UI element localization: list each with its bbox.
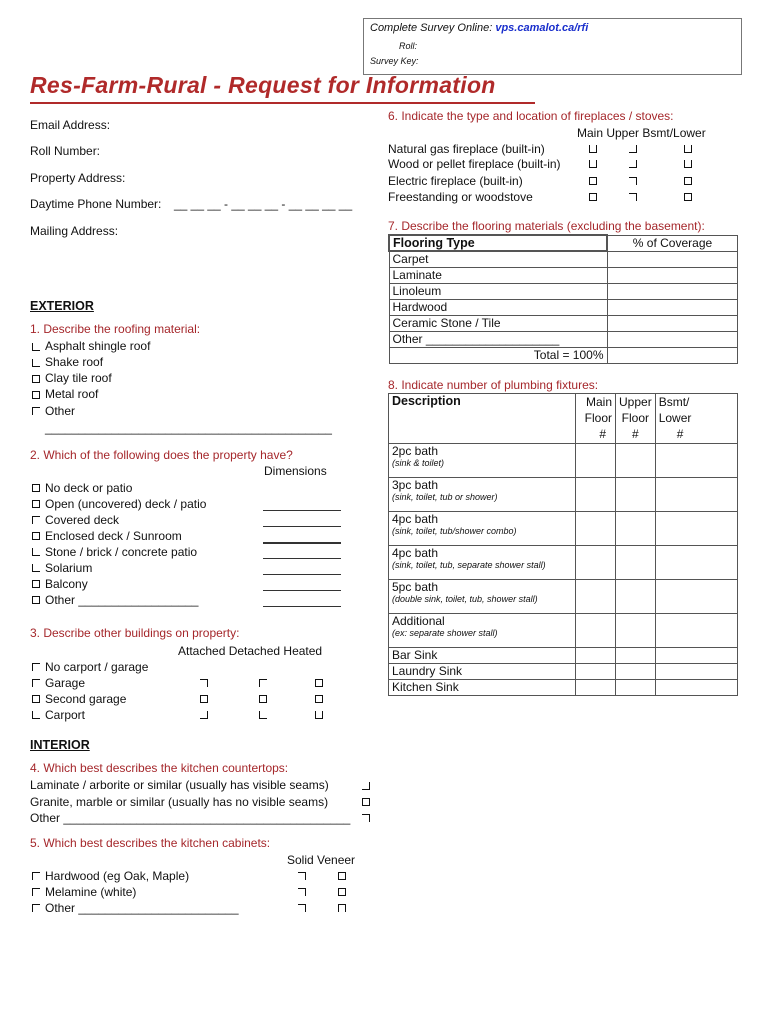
- deck-option: Stone / brick / concrete patio: [45, 545, 198, 559]
- deck-option: No deck or patio: [45, 481, 133, 495]
- checkbox-clay[interactable]: [32, 375, 40, 383]
- q1-roofing: 1. Describe the roofing material:: [30, 322, 201, 336]
- count-cell[interactable]: [576, 478, 616, 512]
- checkbox-second-detached[interactable]: [259, 695, 267, 703]
- deck-option: Solarium: [45, 561, 93, 575]
- checkbox-bldg-0[interactable]: [32, 663, 40, 671]
- roof-option: Asphalt shingle roof: [45, 339, 151, 353]
- checkbox-second-heated[interactable]: [315, 695, 323, 703]
- counter-option: Granite, marble or similar (usually has no visible seams): [30, 795, 329, 809]
- coverage-cell[interactable]: [607, 331, 738, 347]
- checkbox-fp-3-bsmt[interactable]: [684, 193, 692, 201]
- coverage-cell[interactable]: [607, 315, 738, 331]
- coverage-cell[interactable]: [607, 283, 738, 299]
- total-label: Total = 100%: [389, 347, 607, 363]
- checkbox-fp-1-main[interactable]: [589, 160, 597, 168]
- checkbox-deck-6[interactable]: [32, 580, 40, 588]
- property-address-label: Property Address:: [30, 171, 126, 185]
- q4-countertops: 4. Which best describes the kitchen countertops:: [30, 761, 289, 775]
- checkbox-carport-attached[interactable]: [200, 711, 208, 719]
- q5-cabinets: 5. Which best describes the kitchen cabinets:: [30, 836, 271, 850]
- buildings-columns: Attached Detached Heated: [178, 644, 323, 658]
- count-cell[interactable]: [616, 614, 656, 648]
- bldg-option: Garage: [45, 676, 86, 690]
- checkbox-cab-0[interactable]: [32, 872, 40, 880]
- checkbox-counter-2[interactable]: [362, 814, 370, 822]
- count-cell[interactable]: [576, 648, 616, 664]
- plumbing-row: Additional (ex: separate shower stall): [389, 614, 576, 648]
- checkbox-fp-2-bsmt[interactable]: [684, 177, 692, 185]
- checkbox-deck-5[interactable]: [32, 564, 40, 572]
- flooring-type-header: Flooring Type: [389, 235, 607, 251]
- checkbox-cab-1[interactable]: [32, 888, 40, 896]
- counter-option: Other ___________________________________________: [30, 811, 351, 825]
- flooring-row: Hardwood: [389, 299, 607, 315]
- checkbox-bldg-2[interactable]: [32, 695, 40, 703]
- roof-option: Clay tile roof: [45, 371, 112, 385]
- coverage-cell[interactable]: [607, 251, 738, 267]
- count-cell[interactable]: [655, 478, 737, 512]
- cab-option: Melamine (white): [45, 885, 137, 899]
- checkbox-asphalt[interactable]: [32, 343, 40, 351]
- daytime-phone-label: Daytime Phone Number:: [30, 197, 162, 211]
- survey-url-link[interactable]: vps.camalot.ca/rfi: [495, 22, 589, 34]
- upper-header: Upper Floor #: [616, 394, 656, 444]
- checkbox-other-veneer[interactable]: [338, 904, 346, 912]
- deck-option: Open (uncovered) deck / patio: [45, 497, 207, 511]
- flooring-row: Other ____________________: [389, 331, 607, 347]
- dimension-line[interactable]: [263, 526, 341, 527]
- main-floor-header: Main Floor #: [576, 394, 616, 444]
- checkbox-roof-other[interactable]: [32, 407, 40, 415]
- checkbox-carport-detached[interactable]: [259, 711, 267, 719]
- flooring-row: Ceramic Stone / Tile: [389, 315, 607, 331]
- count-cell[interactable]: [616, 512, 656, 546]
- checkbox-fp-2-upper[interactable]: [629, 177, 637, 185]
- q3-buildings: 3. Describe other buildings on property:: [30, 626, 240, 640]
- plumbing-row: Kitchen Sink: [389, 680, 576, 696]
- count-cell[interactable]: [616, 546, 656, 580]
- interior-heading: INTERIOR: [30, 738, 90, 752]
- checkbox-hardwood-solid[interactable]: [298, 872, 306, 880]
- fireplace-columns: Main Upper Bsmt/Lower: [577, 126, 706, 140]
- counter-option: Laminate / arborite or similar (usually has visible seams): [30, 778, 329, 792]
- deck-option: Other __________________: [45, 593, 199, 607]
- total-cell[interactable]: [607, 347, 738, 363]
- checkbox-counter-1[interactable]: [362, 798, 370, 806]
- checkbox-fp-0-upper[interactable]: [629, 145, 637, 153]
- count-cell[interactable]: [616, 648, 656, 664]
- coverage-cell[interactable]: [607, 267, 738, 283]
- plumbing-row: Laundry Sink: [389, 664, 576, 680]
- checkbox-other-solid[interactable]: [298, 904, 306, 912]
- page-title: Res-Farm-Rural - Request for Information: [30, 72, 496, 98]
- checkbox-garage-detached[interactable]: [259, 679, 267, 687]
- count-cell[interactable]: [616, 478, 656, 512]
- plumbing-row: Bar Sink: [389, 648, 576, 664]
- checkbox-deck-7[interactable]: [32, 596, 40, 604]
- checkbox-bldg-1[interactable]: [32, 679, 40, 687]
- checkbox-melamine-veneer[interactable]: [338, 888, 346, 896]
- deck-option: Enclosed deck / Sunroom: [45, 529, 182, 543]
- cab-option: Other ________________________: [45, 901, 239, 915]
- email-label: Email Address:: [30, 118, 111, 132]
- checkbox-deck-2[interactable]: [32, 516, 40, 524]
- count-cell[interactable]: [655, 580, 737, 614]
- phone-field[interactable]: __ __ __ - __ __ __ - __ __ __ __: [174, 197, 353, 211]
- flooring-row: Linoleum: [389, 283, 607, 299]
- count-cell[interactable]: [655, 444, 737, 478]
- q6-fireplaces: 6. Indicate the type and location of fireplaces / stoves:: [388, 109, 674, 123]
- checkbox-counter-0[interactable]: [362, 782, 370, 790]
- plumbing-row: 4pc bath (sink, toilet, tub/shower combo): [389, 512, 576, 546]
- bldg-option: No carport / garage: [45, 660, 149, 674]
- count-cell[interactable]: [576, 664, 616, 680]
- dimension-line[interactable]: [263, 574, 341, 575]
- cab-option: Hardwood (eg Oak, Maple): [45, 869, 190, 883]
- mailing-address-label: Mailing Address:: [30, 224, 119, 238]
- dimension-line[interactable]: [263, 606, 341, 607]
- bsmt-lower-header: Bsmt/ Lower #: [655, 394, 737, 444]
- roof-other-line[interactable]: ___________________________________________: [45, 421, 332, 435]
- flooring-row: Carpet: [389, 251, 607, 267]
- dimension-line[interactable]: [263, 510, 341, 511]
- coverage-cell[interactable]: [607, 299, 738, 315]
- fireplace-row: Natural gas fireplace (built-in): [388, 142, 545, 156]
- survey-key-label: Survey Key:: [370, 56, 419, 66]
- count-cell[interactable]: [616, 664, 656, 680]
- fireplace-row: Electric fireplace (built-in): [388, 174, 523, 188]
- roll-label: Roll:: [399, 41, 418, 51]
- checkbox-fp-1-upper[interactable]: [629, 160, 637, 168]
- checkbox-deck-4[interactable]: [32, 548, 40, 556]
- survey-info-box: [363, 18, 742, 75]
- roll-number-label: Roll Number:: [30, 144, 101, 158]
- description-header: Description: [389, 394, 576, 444]
- dimension-line[interactable]: [263, 542, 341, 544]
- plumbing-row: 4pc bath (sink, toilet, tub, separate shower stall): [389, 546, 576, 580]
- checkbox-shake[interactable]: [32, 359, 40, 367]
- count-cell[interactable]: [576, 680, 616, 696]
- count-cell[interactable]: [576, 444, 616, 478]
- checkbox-fp-0-main[interactable]: [589, 145, 597, 153]
- dimension-line[interactable]: [263, 590, 341, 591]
- dimensions-label: Dimensions: [264, 464, 327, 478]
- flooring-row: Laminate: [389, 267, 607, 283]
- dimension-line[interactable]: [263, 558, 341, 559]
- checkbox-deck-0[interactable]: [32, 484, 40, 492]
- checkbox-carport-heated[interactable]: [315, 711, 323, 719]
- count-cell[interactable]: [655, 664, 737, 680]
- bldg-option: Second garage: [45, 692, 127, 706]
- checkbox-fp-3-main[interactable]: [589, 193, 597, 201]
- q7-flooring: 7. Describe the flooring materials (excluding the basement):: [388, 219, 705, 233]
- checkbox-garage-attached[interactable]: [200, 679, 208, 687]
- checkbox-fp-3-upper[interactable]: [629, 193, 637, 201]
- count-cell[interactable]: [655, 546, 737, 580]
- checkbox-metal[interactable]: [32, 391, 40, 399]
- count-cell[interactable]: [655, 648, 737, 664]
- count-cell[interactable]: [576, 546, 616, 580]
- title-underline: [30, 102, 535, 104]
- checkbox-second-attached[interactable]: [200, 695, 208, 703]
- checkbox-fp-1-bsmt[interactable]: [684, 160, 692, 168]
- plumbing-row: 2pc bath (sink & toilet): [389, 444, 576, 478]
- fireplace-row: Wood or pellet fireplace (built-in): [388, 157, 561, 171]
- count-cell[interactable]: [576, 512, 616, 546]
- checkbox-hardwood-veneer[interactable]: [338, 872, 346, 880]
- checkbox-melamine-solid[interactable]: [298, 888, 306, 896]
- count-cell[interactable]: [616, 444, 656, 478]
- count-cell[interactable]: [655, 680, 737, 696]
- deck-option: Balcony: [45, 577, 88, 591]
- coverage-header: % of Coverage: [607, 235, 738, 251]
- roof-option: Shake roof: [45, 355, 104, 369]
- q8-plumbing: 8. Indicate number of plumbing fixtures:: [388, 378, 599, 392]
- flooring-table: [388, 234, 738, 364]
- checkbox-fp-0-bsmt[interactable]: [684, 145, 692, 153]
- q2-deck: 2. Which of the following does the property have?: [30, 448, 293, 462]
- deck-option: Covered deck: [45, 513, 120, 527]
- exterior-heading: EXTERIOR: [30, 299, 94, 313]
- checkbox-cab-2[interactable]: [32, 904, 40, 912]
- checkbox-bldg-3[interactable]: [32, 711, 40, 719]
- count-cell[interactable]: [576, 614, 616, 648]
- cabinet-columns: Solid Veneer: [287, 853, 356, 867]
- bldg-option: Carport: [45, 708, 86, 722]
- count-cell[interactable]: [616, 580, 656, 614]
- roof-option: Metal roof: [45, 387, 99, 401]
- count-cell[interactable]: [576, 580, 616, 614]
- complete-online-text: Complete Survey Online: vps.camalot.ca/rfi: [370, 22, 589, 34]
- checkbox-deck-1[interactable]: [32, 500, 40, 508]
- count-cell[interactable]: [655, 614, 737, 648]
- plumbing-row: 5pc bath (double sink, toilet, tub, shower stall): [389, 580, 576, 614]
- plumbing-table: [388, 393, 738, 696]
- count-cell[interactable]: [655, 512, 737, 546]
- fireplace-row: Freestanding or woodstove: [388, 190, 533, 204]
- roof-option: Other: [45, 404, 76, 418]
- plumbing-row: 3pc bath (sink, toilet, tub or shower): [389, 478, 576, 512]
- count-cell[interactable]: [616, 680, 656, 696]
- checkbox-deck-3[interactable]: [32, 532, 40, 540]
- checkbox-fp-2-main[interactable]: [589, 177, 597, 185]
- checkbox-garage-heated[interactable]: [315, 679, 323, 687]
